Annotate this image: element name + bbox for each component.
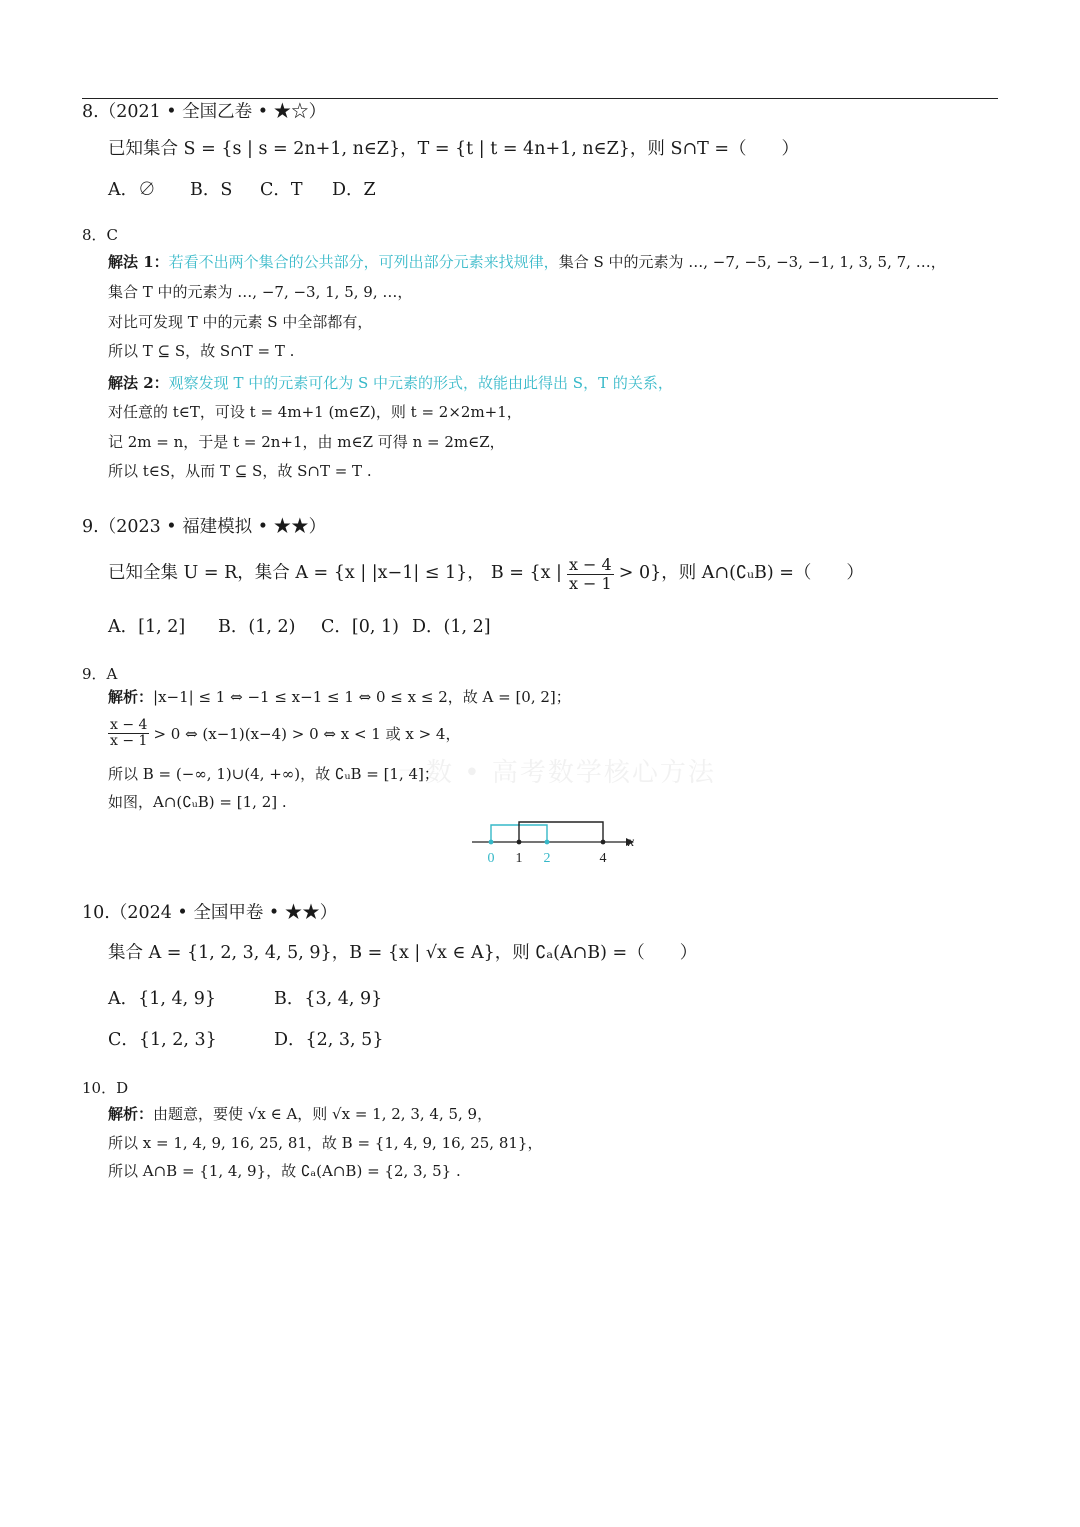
q9-stem — [108, 556, 864, 592]
q8-sol2-label: 解法 2： — [108, 374, 169, 392]
q9-answer: 9．A — [82, 665, 118, 683]
q9-sol-line3: 所以 B = (−∞, 1)∪(4, +∞)，故 ∁ᵤB = [1, 4]； — [108, 765, 439, 783]
q8-solution-2 — [108, 375, 673, 392]
q9-header: 9.（2023 • 福建模拟 • ★★） — [82, 517, 327, 537]
q9-option-d: D．(1, 2] — [412, 617, 491, 637]
q8-header: 8.（2021 • 全国乙卷 • ★☆） — [82, 102, 327, 122]
q10-sol-text: 由题意，要使 √x ∈ A，则 √x = 1, 2, 3, 4, 5, 9， — [153, 1105, 493, 1123]
q8-sol2-line: 记 2m = n，于是 t = 2n+1，由 m∈Z 可得 n = 2m∈Z， — [108, 433, 505, 451]
q10-option-d: D．{2, 3, 5} — [274, 1030, 384, 1050]
number-line-tick-label-0: 0 — [487, 851, 495, 866]
q8-answer: 8．C — [82, 226, 119, 244]
q8-sol2-line: 所以 t∈S，从而 T ⊆ S，故 S∩T = T . — [108, 462, 372, 480]
watermark: 一数 • 高考数学核心方法 — [398, 758, 716, 788]
q9-sol-text: |x−1| ≤ 1 ⇔ −1 ≤ x−1 ≤ 1 ⇔ 0 ≤ x ≤ 2，故 A = [0, 2]； — [153, 688, 571, 706]
q8-sol2-hint: 观察发现 T 中的元素可化为 S 中元素的形式，故能由此得出 S，T 的关系， — [168, 374, 673, 392]
q10-option-a: A．{1, 4, 9} — [108, 989, 217, 1009]
q9-options — [108, 618, 491, 637]
q8-option-d: D．Z — [332, 180, 376, 200]
q8-solution-1 — [108, 254, 946, 271]
q8-sol1-hint: 若看不出两个集合的公共部分，可列出部分元素来找规律， — [168, 253, 559, 271]
q8-sol-line: 对比可发现 T 中的元素 S 中全部都有， — [108, 313, 373, 331]
q9-option-a: A．[1, 2] — [108, 617, 186, 637]
q9-stem-a: 已知全集 U = R，集合 A = {x | |x−1| ≤ 1}， — [108, 563, 485, 584]
q8-sol-line: 集合 T 中的元素为 …, −7, −3, 1, 5, 9, …， — [108, 283, 413, 301]
q8-sol1-label: 解法 1： — [108, 253, 169, 271]
number-line-point-0 — [489, 840, 494, 845]
q8-option-c: C．T — [260, 180, 303, 200]
q9-sol-line2 — [108, 718, 460, 750]
q9-sol-fraction — [108, 718, 149, 750]
q8-stem: 已知集合 S = {s | s = 2n+1, n∈Z}，T = {t | t = 4n+1, n∈Z}，则 S∩T =（ ） — [108, 139, 800, 159]
q9-sol-line1 — [108, 689, 571, 706]
q9-fraction-numerator: x − 4 — [568, 555, 612, 574]
q10-options-row-2 — [108, 1031, 383, 1050]
q9-option-b: B．(1, 2) — [218, 617, 296, 637]
q10-sol-line1 — [108, 1106, 492, 1123]
number-line-tick-label-2: 2 — [543, 851, 551, 866]
number-line-point-1 — [517, 840, 522, 845]
q10-header: 10.（2024 • 全国甲卷 • ★★） — [82, 903, 338, 923]
number-line-tick-label-4: 4 — [599, 851, 607, 866]
q8-option-a: A．∅ — [108, 180, 156, 200]
header-rule — [82, 98, 998, 99]
number-line-tick-label-1: 1 — [515, 851, 523, 866]
q8-options — [108, 181, 376, 200]
q8-sol2-line: 对任意的 t∈T，可设 t = 4m+1 (m∈Z)，则 t = 2×2m+1， — [108, 403, 522, 421]
q9-stem-fraction — [567, 556, 614, 592]
q8-sol-line: 所以 T ⊆ S，故 S∩T = T . — [108, 342, 295, 360]
q9-sol-fraction-numerator: x − 4 — [110, 717, 148, 733]
number-line-point-4 — [601, 840, 606, 845]
q9-sol-line4: 如图，A∩(∁ᵤB) = [1, 2] . — [108, 793, 287, 811]
q9-stem-b-pre: B = {x | — [490, 563, 562, 584]
q10-option-c: C．{1, 2, 3} — [108, 1030, 217, 1050]
q9-sol-label: 解析： — [108, 688, 154, 706]
q9-option-c: C．[0, 1) — [321, 617, 399, 637]
q9-stem-b-post: > 0}，则 A∩(∁ᵤB) =（ ） — [618, 563, 864, 584]
q10-options-row-1 — [108, 990, 382, 1009]
q9-number-line-figure — [468, 816, 640, 868]
number-line-axis-label: x — [628, 835, 635, 850]
q9-sol-fraction-denominator: x − 1 — [110, 733, 148, 750]
q10-option-b: B．{3, 4, 9} — [274, 989, 383, 1009]
q8-option-b: B．S — [190, 180, 233, 200]
number-line-point-2 — [545, 840, 550, 845]
q10-answer: 10．D — [82, 1079, 129, 1097]
q8-sol1-rest: 集合 S 中的元素为 …, −7, −5, −3, −1, 1, 3, 5, 7, …， — [558, 253, 946, 271]
q9-sol-text: > 0 ⇔ (x−1)(x−4) > 0 ⇔ x < 1 或 x > 4， — [153, 724, 461, 743]
q10-sol-label: 解析： — [108, 1105, 154, 1123]
q10-sol-line2: 所以 x = 1, 4, 9, 16, 25, 81，故 B = {1, 4, 9, 16, 25, 81}， — [108, 1134, 543, 1152]
q9-fraction-denominator: x − 1 — [568, 573, 612, 593]
q10-stem: 集合 A = {1, 2, 3, 4, 5, 9}，B = {x | √x ∈ A}，则 ∁ₐ(A∩B) =（ ） — [108, 943, 698, 963]
q10-sol-line3: 所以 A∩B = {1, 4, 9}，故 ∁ₐ(A∩B) = {2, 3, 5} . — [108, 1162, 461, 1180]
